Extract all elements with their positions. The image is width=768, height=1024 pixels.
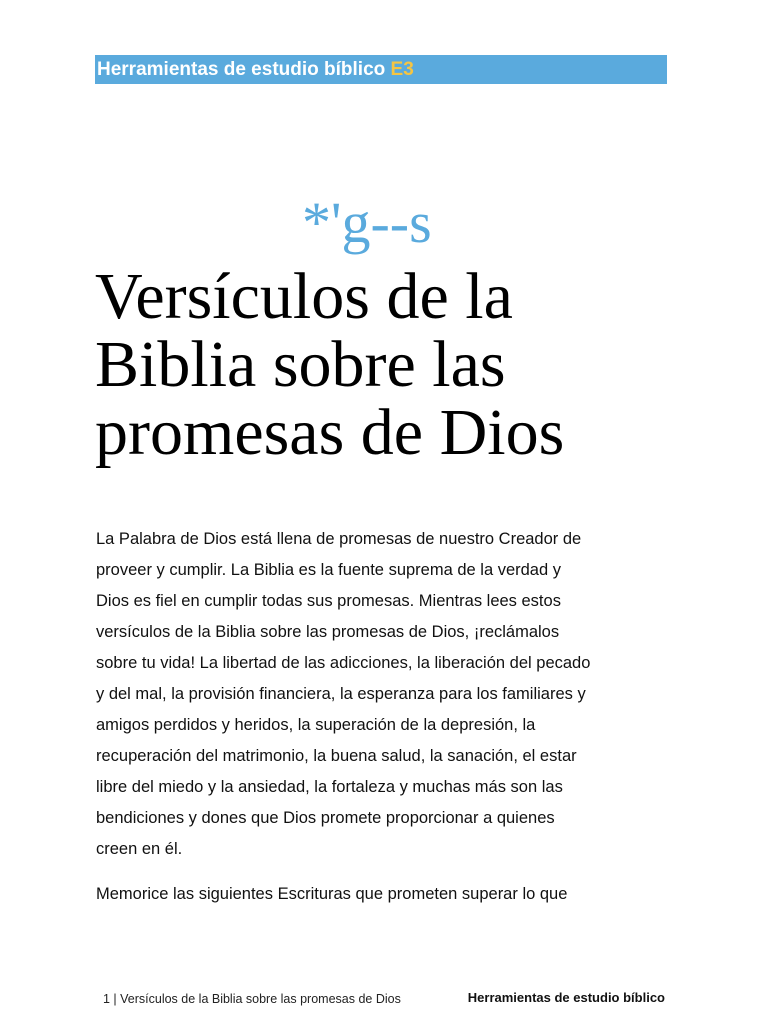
paragraph-line: proveer y cumplir. La Biblia es la fuente suprema de la verdad y — [96, 561, 561, 579]
paragraph-line: creen en él. — [96, 840, 183, 858]
paragraph-line: La Palabra de Dios está llena de promesas de nuestro Creador de — [96, 530, 582, 548]
paragraph-line: recuperación del matrimonio, la buena salud, la sanación, el estar — [96, 747, 577, 765]
header-title — [97, 59, 414, 80]
page-title — [95, 260, 715, 469]
header-title-text: Herramientas de estudio bíblico — [97, 59, 386, 80]
title-line: Versículos de la — [95, 260, 513, 333]
header-badge: E3 — [390, 59, 414, 80]
second-paragraph: Memorice las siguientes Escrituras que prometen superar lo que — [96, 885, 568, 903]
footer-page-info: 1 | Versículos de la Biblia sobre las promesas de Dios — [103, 992, 401, 1006]
paragraph-line: amigos perdidos y heridos, la superación de la depresión, la — [96, 716, 536, 734]
header-bar — [95, 55, 667, 84]
paragraph-line: sobre tu vida! La libertad de las adicciones, la liberación del pecado — [96, 654, 591, 672]
paragraph-line: Dios es fiel en cumplir todas sus promesas. Mientras lees estos — [96, 592, 561, 610]
paragraph-line: bendiciones y dones que Dios promete proporcionar a quienes — [96, 809, 555, 827]
footer-brand: Herramientas de estudio bíblico — [467, 990, 665, 1005]
paragraph-line: y del mal, la provisión financiera, la esperanza para los familiares y — [96, 685, 586, 703]
title-ornament: *'g--s — [302, 190, 432, 255]
title-line: promesas de Dios — [95, 396, 565, 469]
intro-paragraph — [96, 524, 696, 865]
title-line: Biblia sobre las — [95, 328, 506, 401]
paragraph-line: libre del miedo y la ansiedad, la fortaleza y muchas más son las — [96, 778, 563, 796]
paragraph-line: versículos de la Biblia sobre las promesas de Dios, ¡reclámalos — [96, 623, 560, 641]
